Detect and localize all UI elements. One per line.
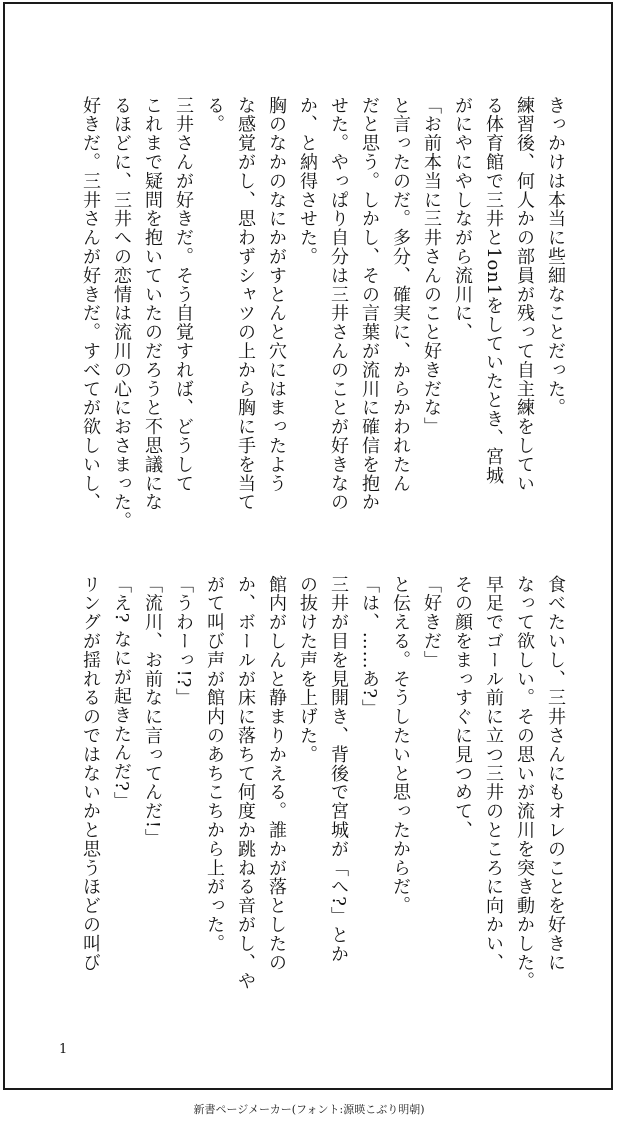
- text-line: これまで疑問を抱いていたのだろうと不思議にな: [142, 96, 163, 512]
- text-line: 練習後、何人かの部員が残って自主練をしてい: [514, 96, 535, 493]
- text-line: 「は、……あ?」: [359, 575, 380, 718]
- generator-caption: 新書ページメーカー(フォント:源暎こぶり明朝): [193, 1103, 425, 1116]
- text-line: 「好きだ」: [421, 575, 442, 670]
- text-line: 早足でゴール前に立つ三井のところに向かい、: [483, 575, 504, 972]
- text-line: 三井が目を見開き、背後で宮城が「へ?」とか: [328, 575, 349, 964]
- text-line: 館内がしんと静まりかえる。誰かが落としたの: [266, 575, 287, 972]
- text-line: るほどに、三井への恋情は流川の心におさまった。: [111, 96, 132, 531]
- text-line: か、と納得させた。: [297, 96, 318, 267]
- text-line: 好きだ。三井さんが好きだ。すべてが欲しいし、: [80, 96, 101, 512]
- text-line: その顔をまっすぐに見つめて、: [452, 575, 473, 840]
- text-line: がにやにやしながら流川に、: [452, 96, 473, 342]
- text-line: か、ボールが床に落ちて何度か跳ねる音がし、や: [235, 575, 256, 991]
- upper-text-block: [31, 96, 571, 541]
- text-line: る体育館で三井と1on1をしていたとき、宮城: [483, 96, 504, 486]
- text-line: だと思う。しかし、その言葉が流川に確信を抱か: [359, 96, 380, 512]
- text-line: リングが揺れるのではないかと思うほどの叫び: [80, 575, 101, 972]
- lower-text-block: [31, 575, 571, 1005]
- text-line: 三井さんが好きだ。そう自覚すれば、どうして: [173, 96, 194, 493]
- text-line: 「え? なにが起きたんだ?」: [111, 575, 132, 811]
- text-line: なって欲しい。その思いが流川を突き動かした。: [514, 575, 535, 991]
- text-line: の抜けた声を上げた。: [297, 575, 318, 764]
- text-line: がて叫び声が館内のあちこちから上がった。: [204, 575, 225, 953]
- text-line: せた。やっぱり自分は三井さんのことが好きなの: [328, 96, 349, 512]
- text-line: 「うわーっ!?」: [173, 575, 194, 708]
- text-line: 「お前本当に三井さんのこと好きだな」: [421, 96, 442, 437]
- page-number: 1: [59, 1042, 68, 1057]
- text-line: な感覚がし、思わずシャツの上から胸に手を当て: [235, 96, 256, 512]
- text-line: 「流川、お前なに言ってんだ!」: [142, 575, 163, 848]
- text-line: と言ったのだ。多分、確実に、からかわれたん: [390, 96, 411, 493]
- text-line: きっかけは本当に些細なことだった。: [545, 96, 566, 418]
- text-line: と伝える。そうしたいと思ったからだ。: [390, 575, 411, 916]
- text-line: 胸のなかのなにかがすとんと穴にはまったよう: [266, 96, 287, 493]
- text-line: る。: [204, 96, 225, 134]
- book-page: [3, 2, 613, 1090]
- text-line: 食べたいし、三井さんにもオレのことを好きに: [545, 575, 566, 972]
